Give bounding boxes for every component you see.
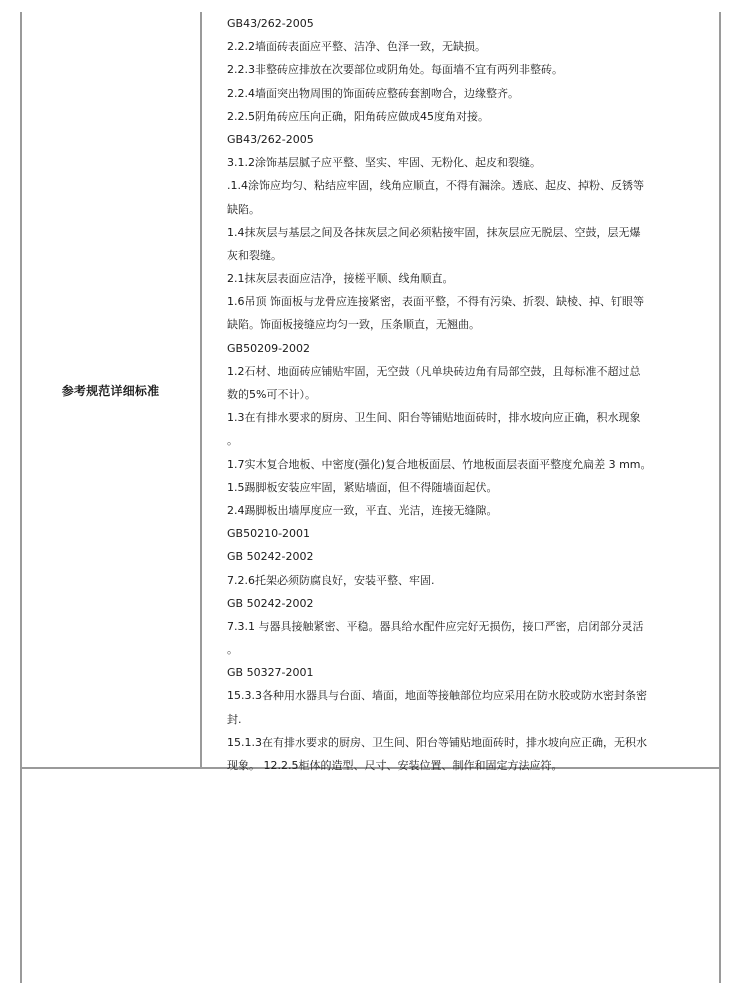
standard-line: 1.6吊顶 饰面板与龙骨应连接紧密，表面平整，不得有污染、折裂、缺棱、掉、钉眼等 bbox=[227, 295, 644, 309]
standard-line: 2.1抹灰层表面应洁净，接槎平顺、线角顺直。 bbox=[227, 272, 454, 286]
standard-line: 1.7实木复合地板、中密度(强化)复合地板面层、竹地板面层表面平整度允扁差 3 mm。 bbox=[227, 457, 652, 471]
standard-line: 1.3在有排水要求的厨房、卫生间、阳台等铺贴地面砖时，排水坡向应正确，积水现象 bbox=[227, 411, 641, 425]
standard-line: GB 50242-2002 bbox=[227, 596, 314, 610]
empty-table-row bbox=[21, 769, 719, 983]
standard-line: GB43/262-2005 bbox=[227, 132, 314, 146]
standard-line: GB 50327-2001 bbox=[227, 666, 314, 680]
standard-line: 7.2.6托架必须防腐良好，安装平整、牢固. bbox=[227, 573, 435, 587]
standard-line: 15.3.3各种用水器具与台面、墙面，地面等接触部位均应采用在防水胶或防水密封条密 bbox=[227, 689, 647, 703]
standard-line: 灰和裂缝。 bbox=[227, 248, 282, 262]
row-label-cell bbox=[21, 12, 200, 767]
standard-line: 缺陷。饰面板接缝应均匀一致，压条顺直，无翘曲。 bbox=[227, 318, 480, 332]
standard-line: 1.2石材、地面砖应铺贴牢固，无空鼓（凡单块砖边角有局部空鼓，且每标准不超过总 bbox=[227, 364, 641, 378]
standard-line: 2.2.4墙面突出物周围的饰面砖应整砖套割吻合，边缘整齐。 bbox=[227, 86, 519, 100]
standard-line: 15.1.3在有排水要求的厨房、卫生间、阳台等铺贴地面砖时，排水坡向应正确，无积水 bbox=[227, 735, 647, 749]
standard-line: 2.2.5阴角砖应压向正确，阳角砖应做成45度角对接。 bbox=[227, 109, 489, 123]
standard-line: GB50209-2002 bbox=[227, 341, 311, 355]
standard-line: GB 50242-2002 bbox=[227, 550, 314, 564]
standard-line: .1.4涂饰应均匀、粘结应牢固，线角应顺直，不得有漏涂。透底、起皮、掉粉、反锈等 bbox=[227, 179, 644, 193]
standard-line: 数的5%可不计）。 bbox=[227, 388, 316, 401]
standard-line: 。 bbox=[227, 643, 238, 657]
standard-line: 缺陷。 bbox=[227, 202, 260, 216]
standard-line: 。 bbox=[227, 434, 238, 448]
standard-line: 1.5踢脚板安装应牢固，紧贴墙面，但不得随墙面起伏。 bbox=[227, 480, 498, 494]
table-border-middle bbox=[200, 12, 202, 768]
standard-line: 现象。 12.2.5柜体的造型、尺寸、安装位置、制作和固定方法应符。 bbox=[227, 759, 563, 772]
standard-line: 2.2.2墙面砖表面应平整、洁净、色泽一致，无缺损。 bbox=[227, 40, 486, 54]
standard-line: 1.4抹灰层与基层之间及各抹灰层之间必须粘接牢固，抹灰层应无脱层、空鼓，层无爆 bbox=[227, 225, 641, 239]
standard-line: 7.3.1 与器具接触紧密、平稳。器具给水配件应完好无损伤，接口严密，启闭部分灵活 bbox=[227, 619, 644, 633]
standard-line: 2.2.3非整砖应排放在次要部位或阴角处。每面墙不宜有两列非整砖。 bbox=[227, 63, 563, 77]
standard-line: 封. bbox=[227, 712, 242, 726]
standard-line: GB43/262-2005 bbox=[227, 17, 314, 30]
standard-line: 3.1.2涂饰基层腻子应平整、坚实、牢固、无粉化、起皮和裂缝。 bbox=[227, 156, 541, 170]
table-border-right bbox=[719, 12, 721, 983]
standard-line: 2.4踢脚板出墙厚度应一致，平直、光洁，连接无缝隙。 bbox=[227, 503, 498, 517]
row-label: 参考规范详细标准 bbox=[61, 384, 160, 398]
standards-content-cell bbox=[227, 12, 697, 772]
standard-line: GB50210-2001 bbox=[227, 527, 311, 541]
